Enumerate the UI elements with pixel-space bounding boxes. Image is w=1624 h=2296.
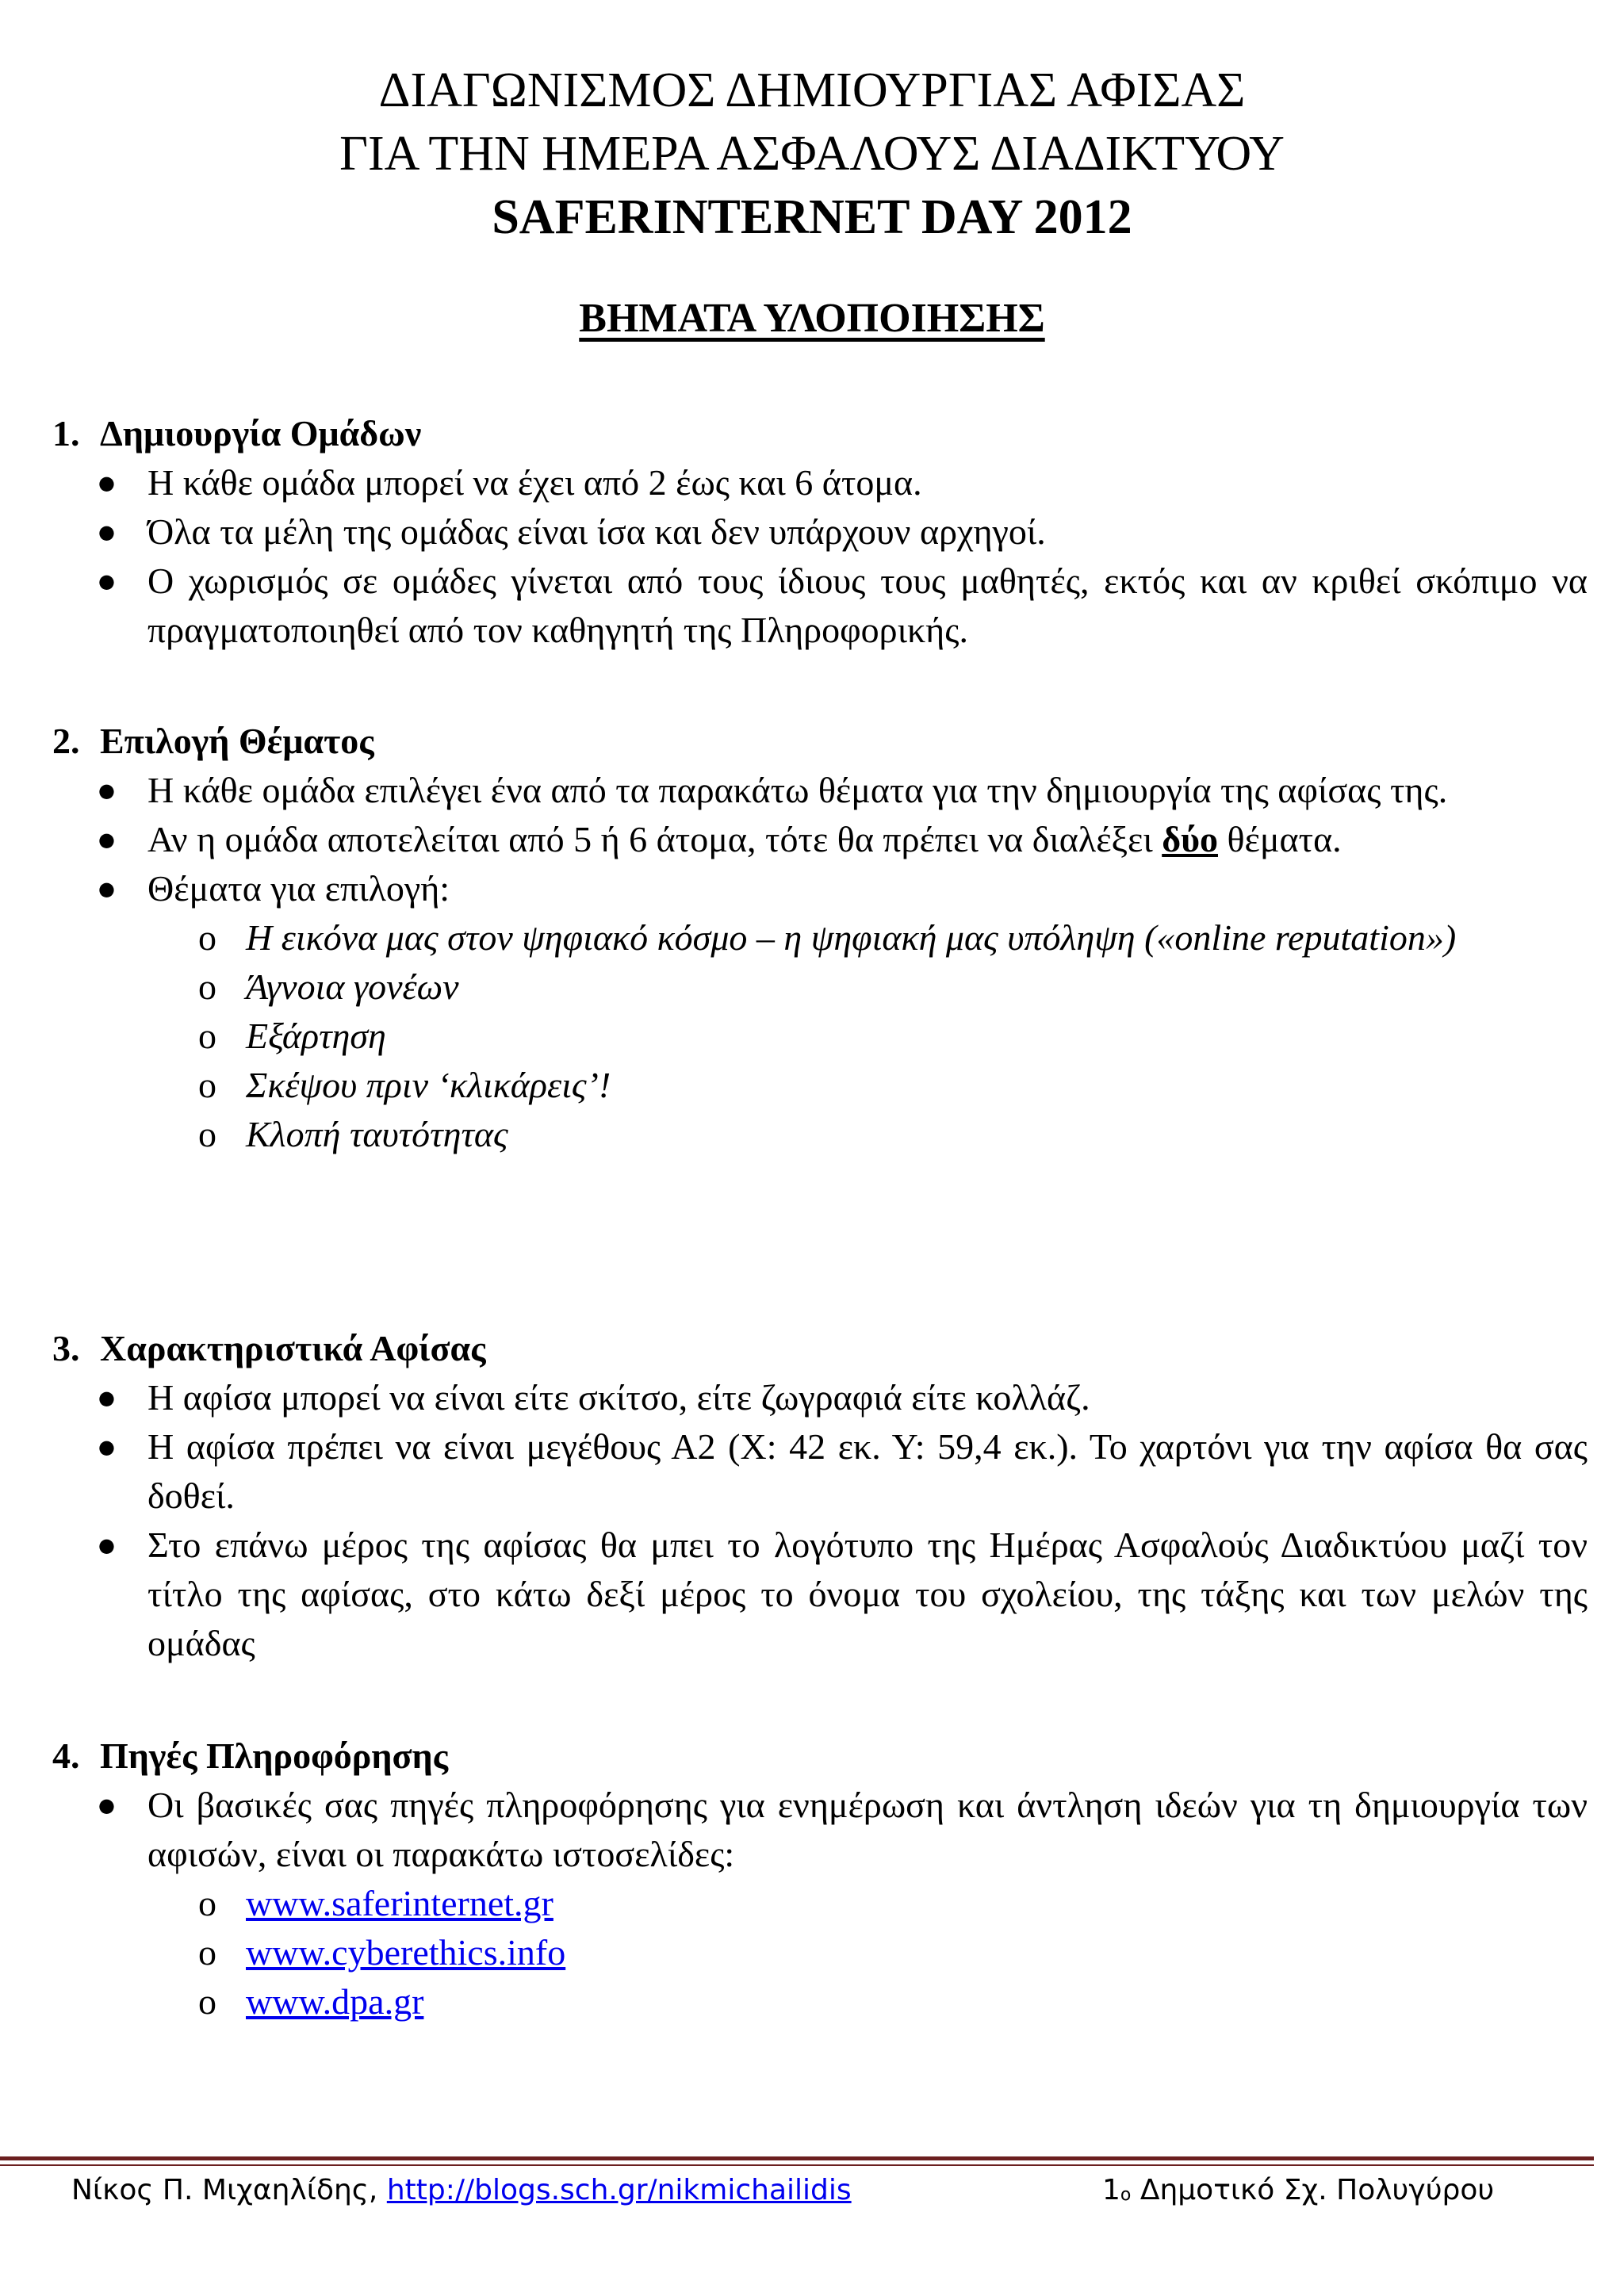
title-line-2: ΓΙΑ ΤΗΝ ΗΜΕΡΑ ΑΣΦΑΛΟΥΣ ΔΙΑΔΙΚΤΥΟΥ [339, 127, 1285, 181]
section-title: Δημιουργία Ομάδων [100, 413, 422, 453]
page-subtitle: ΒΗΜΑΤΑ ΥΛΟΠΟΙΗΣΗΣ [579, 296, 1045, 341]
section-title: Χαρακτηριστικά Αφίσας [100, 1328, 486, 1368]
link-saferinternet[interactable]: www.saferinternet.gr [246, 1883, 553, 1923]
section-heading [52, 1732, 1588, 1781]
list-item: ● Στο επάνω μέρος της αφίσας θα μπει το λογότυπο της Ημέρας Ασφαλούς Διαδικτύου μαζί τον τίτλο της αφίσας, στο κάτω δεξί μέρος το όνομα του σχολείου, της τάξης και των μελών της ομάδας [52, 1521, 1588, 1668]
school-name: Δημοτικό Σχ. Πολυγύρου [1131, 2174, 1495, 2206]
topic-item [52, 1061, 1588, 1110]
circle-marker: o [198, 966, 216, 1007]
list-item: ● Οι βασικές σας πηγές πληροφόρησης για ενημέρωση και άντληση ιδεών για τη δημιουργία των αφισών, είναι οι παρακάτω ιστοσελίδες: [52, 1781, 1588, 1879]
list-item-text: Αν η ομάδα αποτελείται από 5 ή 6 άτομα, τότε θα πρέπει να διαλέξει [147, 819, 1162, 859]
list-item: ● Η αφίσα πρέπει να είναι μεγέθους Α2 (Χ: 42 εκ. Υ: 59,4 εκ.). Το χαρτόνι για την αφίσα θα σας δοθεί. [52, 1422, 1588, 1521]
bullet-list [52, 766, 1588, 913]
link-list [52, 1879, 1588, 2026]
footer-divider-thin [0, 2164, 1594, 2166]
topic-item [52, 913, 1588, 962]
section-heading [52, 409, 1588, 458]
list-item: ● Θέματα για επιλογή: [52, 864, 1588, 913]
circle-marker: o [198, 1114, 216, 1154]
link-item [52, 1928, 1588, 1977]
topic-text: Άγνοια γονέων [246, 966, 459, 1007]
list-item: ● Η κάθε ομάδα επιλέγει ένα από τα παρακάτω θέματα για την δημιουργία της αφίσας της. [52, 766, 1588, 815]
title-line-1: ΔΙΑΓΩΝΙΣΜΟΣ ΔΗΜΙΟΥΡΓΙΑΣ ΑΦΙΣΑΣ [378, 63, 1246, 117]
section-poster-features [52, 1324, 1588, 1668]
footer-blog-link[interactable]: http://blogs.sch.gr/nikmichailidis [386, 2174, 852, 2206]
section-title: Πηγές Πληροφόρησης [100, 1735, 449, 1776]
list-item: ● Η κάθε ομάδα μπορεί να έχει από 2 έως και 6 άτομα. [52, 458, 1588, 507]
list-item-text: θέματα. [1217, 819, 1342, 859]
section-topic-selection [52, 717, 1588, 1159]
circle-marker: o [198, 1065, 216, 1105]
bullet-list [52, 1373, 1588, 1668]
school-number: 1 [1102, 2174, 1120, 2206]
section-create-teams [52, 409, 1588, 655]
topic-text: Σκέψου πριν ‘κλικάρεις’! [246, 1065, 611, 1105]
list-item [52, 815, 1588, 864]
link-dpa[interactable]: www.dpa.gr [246, 1981, 424, 2022]
list-item: ● Ο χωρισμός σε ομάδες γίνεται από τους ίδιους τους μαθητές, εκτός και αν κριθεί σκόπιμο να πραγματοποιηθεί από τον καθηγητή της Πληροφορικής. [52, 557, 1588, 655]
circle-marker: o [198, 1932, 216, 1973]
footer-school [1102, 2171, 1494, 2210]
bullet-list [52, 458, 1588, 655]
footer-divider [0, 2156, 1594, 2160]
bullet-list [52, 1781, 1588, 1879]
link-item [52, 1879, 1588, 1928]
topic-list [52, 913, 1588, 1159]
section-title: Επιλογή Θέματος [100, 721, 374, 761]
circle-marker: o [198, 1981, 216, 2022]
topic-text: Η εικόνα μας στον ψηφιακό κόσμο – η ψηφιακή μας υπόληψη («online reputation») [246, 917, 1457, 958]
footer-author: Νίκος Π. Μιχαηλίδης, [71, 2174, 387, 2206]
section-heading [52, 1324, 1588, 1373]
list-item: ● Η αφίσα μπορεί να είναι είτε σκίτσο, είτε ζωγραφιά είτε κολλάζ. [52, 1373, 1588, 1422]
section-info-sources [52, 1732, 1588, 2026]
link-item [52, 1977, 1588, 2026]
circle-marker: o [198, 1883, 216, 1923]
ordinal-suffix: ο [1120, 2185, 1132, 2205]
title-line-3: SAFERINTERNET DAY 2012 [492, 190, 1132, 244]
page-footer [71, 2171, 1546, 2210]
section-number: 4. [52, 1735, 80, 1776]
circle-marker: o [198, 917, 216, 958]
section-number: 3. [52, 1328, 80, 1368]
topic-text: Κλοπή ταυτότητας [246, 1114, 508, 1154]
topic-item [52, 1110, 1588, 1159]
topic-item [52, 962, 1588, 1012]
section-heading [52, 717, 1588, 766]
circle-marker: o [198, 1016, 216, 1056]
topic-text: Εξάρτηση [246, 1016, 386, 1056]
list-item: ● Όλα τα μέλη της ομάδας είναι ίσα και δεν υπάρχουν αρχηγοί. [52, 507, 1588, 557]
link-cyberethics[interactable]: www.cyberethics.info [246, 1932, 566, 1973]
topic-item [52, 1012, 1588, 1061]
emphasis-two: δύο [1162, 819, 1218, 859]
section-number: 1. [52, 413, 80, 453]
section-number: 2. [52, 721, 80, 761]
